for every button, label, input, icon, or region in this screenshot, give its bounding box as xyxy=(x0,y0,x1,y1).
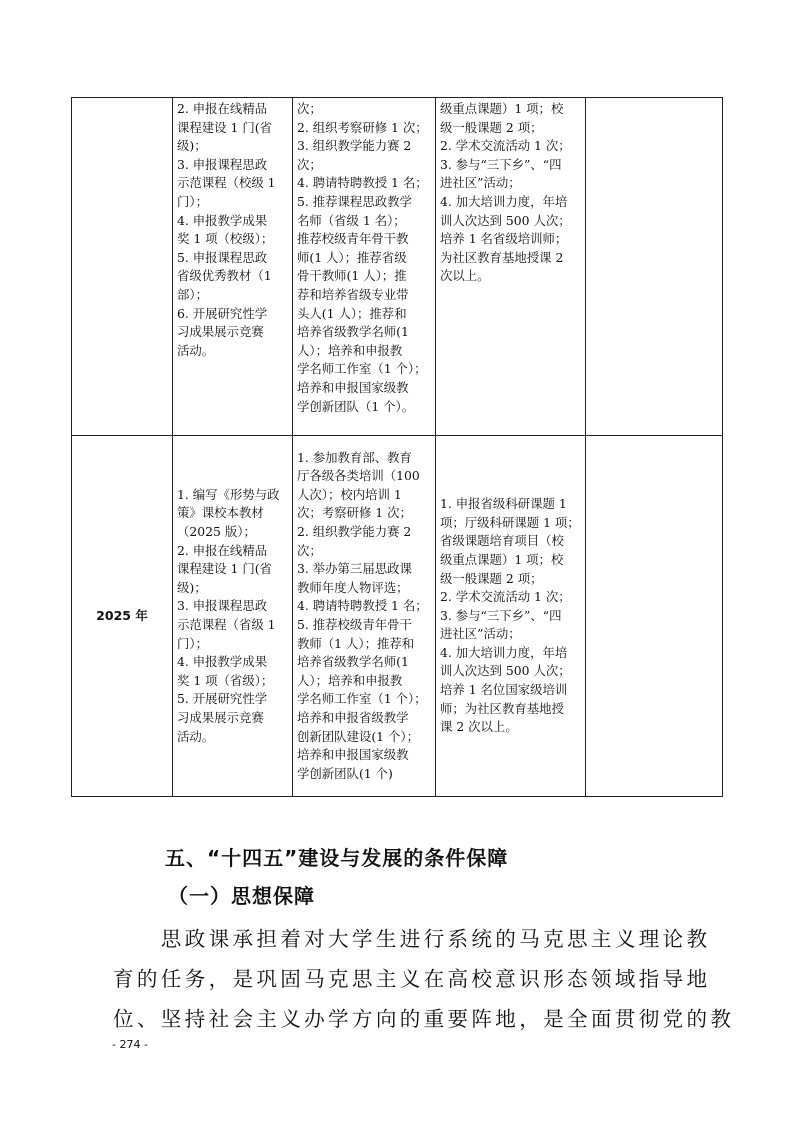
cell-text-line: 4. 聘请特聘教授 1 名； xyxy=(297,175,428,191)
cell-text-line: 次； xyxy=(297,542,322,558)
research-tasks-cell xyxy=(436,436,586,797)
research-tasks-cell xyxy=(436,98,586,436)
cell-text-line: 示范课程（省级 1 xyxy=(177,617,276,632)
cell-text-line: 3. 参与“三下乡”、“四 xyxy=(440,607,562,623)
cell-text-line: 2. 学术交流活动 1 次； xyxy=(440,138,571,154)
cell-text-line: 省级课题培育项目（校 xyxy=(440,533,564,549)
body-paragraph-line: 育的任务，是巩固马克思主义在高校意识形态领域指导地 xyxy=(113,967,711,991)
cell-text-line: 习成果展示竞赛 xyxy=(177,324,264,340)
cell-text-line: 培养和申报国家级教 xyxy=(297,379,409,395)
cell-text-line: 1. 编写《形势与政 xyxy=(177,486,280,502)
cell-text-line: 学创新团队（1 个）。 xyxy=(297,398,415,414)
cell-text-line: 推荐校级青年骨干教 xyxy=(297,231,409,247)
cell-text-line: 2. 组织教学能力赛 2 xyxy=(297,524,412,540)
cell-text-line: 骨干教师(1 人）；推 xyxy=(297,268,407,284)
cell-text-line: 学名师工作室（1 个）； xyxy=(297,361,427,377)
cell-text-line: 示范课程（校级 1 xyxy=(177,175,276,191)
cell-text-line: 教师年度人物评选； xyxy=(297,579,409,595)
cell-text-line: 课程建设 1 门(省 xyxy=(177,561,272,577)
cell-text-line: 荐和培养省级专业带 xyxy=(297,286,409,302)
cell-text-line: 级)； xyxy=(177,138,207,154)
table-row xyxy=(72,98,723,436)
cell-text-line: 2. 申报在线精品 xyxy=(177,101,268,116)
cell-text-line: 师；为社区教育基地授 xyxy=(440,700,564,716)
cell-lines xyxy=(293,98,435,418)
cell-text-line: 3. 举办第三届思政课 xyxy=(297,561,412,577)
cell-text-line: 次；考察研修 1 次； xyxy=(297,505,412,521)
cell-lines xyxy=(293,447,435,786)
cell-text-line: 5. 推荐课程思政教学 xyxy=(297,193,412,209)
cell-text-line: 为社区教育基地授课 2 xyxy=(440,249,564,265)
plan-table xyxy=(71,97,723,797)
cell-text-line: 4. 加大培训力度，年培 xyxy=(440,193,568,209)
cell-text-line: 级)； xyxy=(177,579,207,595)
cell-lines xyxy=(436,493,585,739)
cell-text-line: 奖 1 项（校级）； xyxy=(177,231,274,247)
cell-text-line: 习成果展示竞赛 xyxy=(177,709,264,725)
cell-text-line: 活动。 xyxy=(177,728,215,744)
section-title: 五、“十四五”建设与发展的条件保障 xyxy=(165,846,509,870)
cell-text-line: 门）； xyxy=(177,635,208,651)
subsection-title: （一）思想保障 xyxy=(168,884,315,908)
cell-text-line: 策》课校本教材 xyxy=(177,505,264,521)
cell-text-line: 3. 组织教学能力赛 2 xyxy=(297,138,412,154)
cell-text-line: 名师（省级 1 名）； xyxy=(297,212,406,228)
cell-text-line: 培养和申报省级教学 xyxy=(297,709,409,725)
cell-text-line: 厅各级各类培训（100 xyxy=(297,468,420,484)
cell-text-line: 4. 加大培训力度，年培 xyxy=(440,644,568,660)
cell-text-line: 6. 开展研究性学 xyxy=(177,305,268,321)
cell-text-line: 级一般课题 2 项； xyxy=(440,570,543,586)
cell-text-line: 1. 申报省级科研课题 1 xyxy=(440,496,567,512)
cell-text-line: 人）；培养和申报教 xyxy=(297,672,403,688)
cell-text-line: 创新团队建设(1 个）； xyxy=(297,728,419,744)
table-row xyxy=(72,436,723,797)
cell-text-line: 级重点课题）1 项；校 xyxy=(440,101,564,116)
body-paragraph-line: 位、坚持社会主义办学方向的重要阵地，是全面贯彻党的教 xyxy=(113,1007,735,1031)
cell-text-line: 人次）；校内培训 1 xyxy=(297,486,402,502)
cell-lines xyxy=(173,484,292,748)
cell-text-line: 次； xyxy=(297,101,322,116)
cell-lines xyxy=(173,98,292,362)
course-tasks-cell xyxy=(173,436,293,797)
cell-text-line: 学创新团队(1 个) xyxy=(297,765,393,781)
cell-text-line: 培养 1 名省级培训师； xyxy=(440,231,568,247)
cell-text-line: 4. 申报教学成果 xyxy=(177,212,268,228)
empty-cell xyxy=(586,98,723,436)
year-cell: 2025 年 xyxy=(72,436,173,797)
cell-text-line: 5. 推荐校级青年骨干 xyxy=(297,617,412,632)
cell-text-line: 人）；培养和申报教 xyxy=(297,342,403,358)
cell-text-line: 课 2 次以上。 xyxy=(440,719,518,735)
course-tasks-cell xyxy=(173,98,293,436)
cell-text-line: 1. 参加教育部、教育 xyxy=(297,449,412,465)
cell-text-line: （2025 版）； xyxy=(177,524,256,540)
cell-text-line: 级一般课题 2 项； xyxy=(440,119,543,135)
cell-text-line: 进社区”活动； xyxy=(440,626,521,642)
cell-text-line: 培养省级教学名师(1 xyxy=(297,324,409,340)
body-paragraph-line: 思政课承担着对大学生进行系统的马克思主义理论教 xyxy=(113,927,711,951)
cell-text-line: 次； xyxy=(297,156,322,172)
cell-text-line: 3. 参与“三下乡”、“四 xyxy=(440,156,562,172)
cell-text-line: 教师（1 人）；推荐和 xyxy=(297,635,415,651)
cell-text-line: 活动。 xyxy=(177,342,215,358)
cell-text-line: 进社区”活动； xyxy=(440,175,521,191)
cell-text-line: 次以上。 xyxy=(440,268,490,284)
cell-text-line: 课程建设 1 门(省 xyxy=(177,119,272,135)
cell-text-line: 师(1 人）；推荐省级 xyxy=(297,249,407,265)
cell-text-line: 学名师工作室（1 个）； xyxy=(297,691,427,707)
cell-text-line: 培养省级教学名师(1 xyxy=(297,654,409,670)
cell-text-line: 2. 学术交流活动 1 次； xyxy=(440,589,571,605)
cell-text-line: 门）； xyxy=(177,193,208,209)
cell-text-line: 奖 1 项（省级）； xyxy=(177,672,274,688)
cell-text-line: 培养 1 名位国家级培训 xyxy=(440,682,568,698)
page-number: - 274 - xyxy=(112,1038,148,1051)
cell-text-line: 5. 开展研究性学 xyxy=(177,691,268,707)
cell-text-line: 培养和申报国家级教 xyxy=(297,747,409,763)
cell-text-line: 2. 申报在线精品 xyxy=(177,542,268,558)
cell-lines xyxy=(436,98,585,288)
cell-text-line: 4. 聘请特聘教授 1 名； xyxy=(297,598,428,614)
teacher-tasks-cell xyxy=(293,436,436,797)
cell-text-line: 训人次达到 500 人次； xyxy=(440,212,571,228)
cell-text-line: 项；厅级科研课题 1 项； xyxy=(440,514,580,530)
cell-text-line: 2. 组织考察研修 1 次； xyxy=(297,119,428,135)
empty-cell xyxy=(586,436,723,797)
cell-text-line: 部）； xyxy=(177,286,208,302)
cell-text-line: 3. 申报课程思政 xyxy=(177,156,268,172)
cell-text-line: 省级优秀教材（1 xyxy=(177,268,272,284)
cell-text-line: 训人次达到 500 人次； xyxy=(440,663,571,679)
cell-text-line: 4. 申报教学成果 xyxy=(177,654,268,670)
year-cell xyxy=(72,98,173,436)
cell-text-line: 头人(1 人）；推荐和 xyxy=(297,305,407,321)
cell-text-line: 5. 申报课程思政 xyxy=(177,249,268,265)
cell-text-line: 3. 申报课程思政 xyxy=(177,598,268,614)
teacher-tasks-cell xyxy=(293,98,436,436)
cell-text-line: 级重点课题）1 项；校 xyxy=(440,551,564,567)
